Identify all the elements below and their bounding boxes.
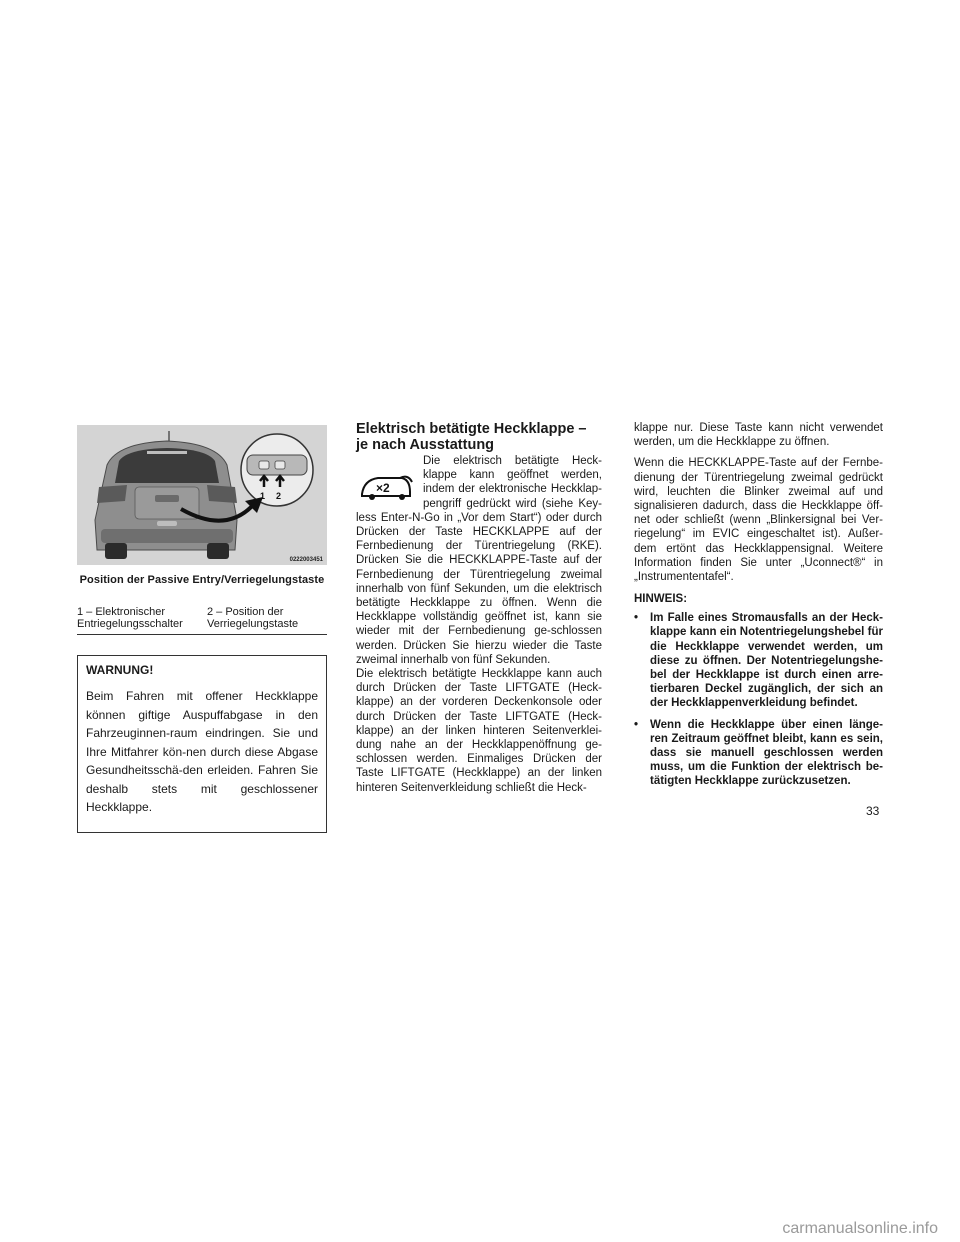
callout-1-label: 1 [260,491,266,501]
paragraph-2: Die elektrisch betätigte Heckklappe kann auch durch Drücken der Taste LIFTGATE (Heck-klappe) an der vorderen Deckenkonsole oder durch Drücken der Taste LIFTGATE (Heck-klappe) an der linken hinteren Seitenverklei-dung nahe an der Heckklappenöffnung ge-schlossen werden. Einmaliges Drücken der Taste LIFTGATE (Heckklappe) an der linken hinteren Seitenverkleidung schließt die Heck- [356,668,602,794]
left-column [77,425,327,833]
figure-code: 0222003451 [289,557,323,563]
bullet-icon: • [634,718,639,731]
legend-item-2: 2 – Position der Verriegelungstaste [207,606,299,630]
vehicle-rear-illustration [77,425,327,565]
section-title: Elektrisch betätigte Heckklappe – je nach Ausstattung [356,421,587,453]
figure-caption: Position der Passive Entry/Verriegelungstaste [79,574,325,586]
page-number: 33 [866,804,880,818]
note-title: HINWEIS: [634,593,688,606]
key-fob-x2-icon [356,468,416,504]
warning-body: Beim Fahren mit offener Heckklappe können giftige Auspuffabgase in den Fahrzeuginnen-raum eindringen. Sie und Ihre Mitfahrer kön-nen durch diese Abgase Gesundheitsschä-den erleiden. Fahren Sie deshalb stets mit geschlossener Heckklappe. [86,689,318,814]
callout-2-label: 2 [276,491,282,501]
x2-label: ×2 [376,481,390,495]
paragraph-4: Wenn die HECKKLAPPE-Taste auf der Fernbe-dienung der Türentriegelung zweimal gedrückt wird, leuchten die Blinker zweimal auf und signalisieren dadurch, dass die Heckklappe öff-net oder schließt (wenn „Blinkersignal bei Ver-riegelung“ im EVIC eingeschaltet ist). Außer-dem ertönt das Heckklappensignal. Weitere Information finden Sie unter „Uconnect®“ in „Instrumententafel“. [634,457,883,584]
list-item: • Im Falle eines Stromausfalls an der Heck-klappe kann ein Notentriegelungshebel für die Heckklappe verwendet werden, um diese zu öffnen. Der Notentriegelungshe-bel der Heckklappe ist durch einen arre-tierbaren Deckel zugänglich, der sich an der Heckklappenverkleidung befindet. [634,612,883,710]
paragraph-1: Die elektrisch betätigte Heck-klappe kann geöffnet werden, indem der elektronische Heckklap-pengriff gedrückt wird (siehe Key-less Enter-N-Go in „Vor dem Start“) oder durch Drücken der Taste HECKKLAPPE auf der Fernbedienung der Türentriegelung (RKE). Drücken Sie die HECKKLAPPE-Taste auf der Fernbedienung der Türentriegelung zweimal innerhalb von fünf Sekunden, um die elektrisch betätigte Heckklappe zu öffnen. Wenn die Heckklappe vollständig geöffnet ist, kann sie wieder mit der Fernbedienung ge-schlossen werden. Drücken Sie hierzu wieder die Taste zweimal innerhalb von fünf Sekunden. [356,455,602,666]
warning-box [77,655,327,833]
note-list [634,611,883,788]
middle-column [356,421,602,795]
legend-item-1: 1 – Elektronischer Entriegelungsschalter [77,606,183,630]
paragraph-3: klappe nur. Diese Taste kann nicht verwendet werden, um die Heckklappe zu öffnen. [634,422,883,449]
figure-legend [77,606,327,635]
right-column [634,421,883,789]
liftgate-figure [77,425,327,565]
watermark: carmanualsonline.info [782,1220,938,1237]
intro-block [356,454,602,667]
list-item: • Wenn die Heckklappe über einen länge-ren Zeitraum geöffnet bleibt, kann es sein, dass sie manuell geschlossen werden muss, um die Funktion der elektrisch be-tätigten Heckklappe zurückzusetzen. [634,718,883,788]
bullet-icon: • [634,612,639,625]
warning-title: WARNUNG! [86,663,154,677]
